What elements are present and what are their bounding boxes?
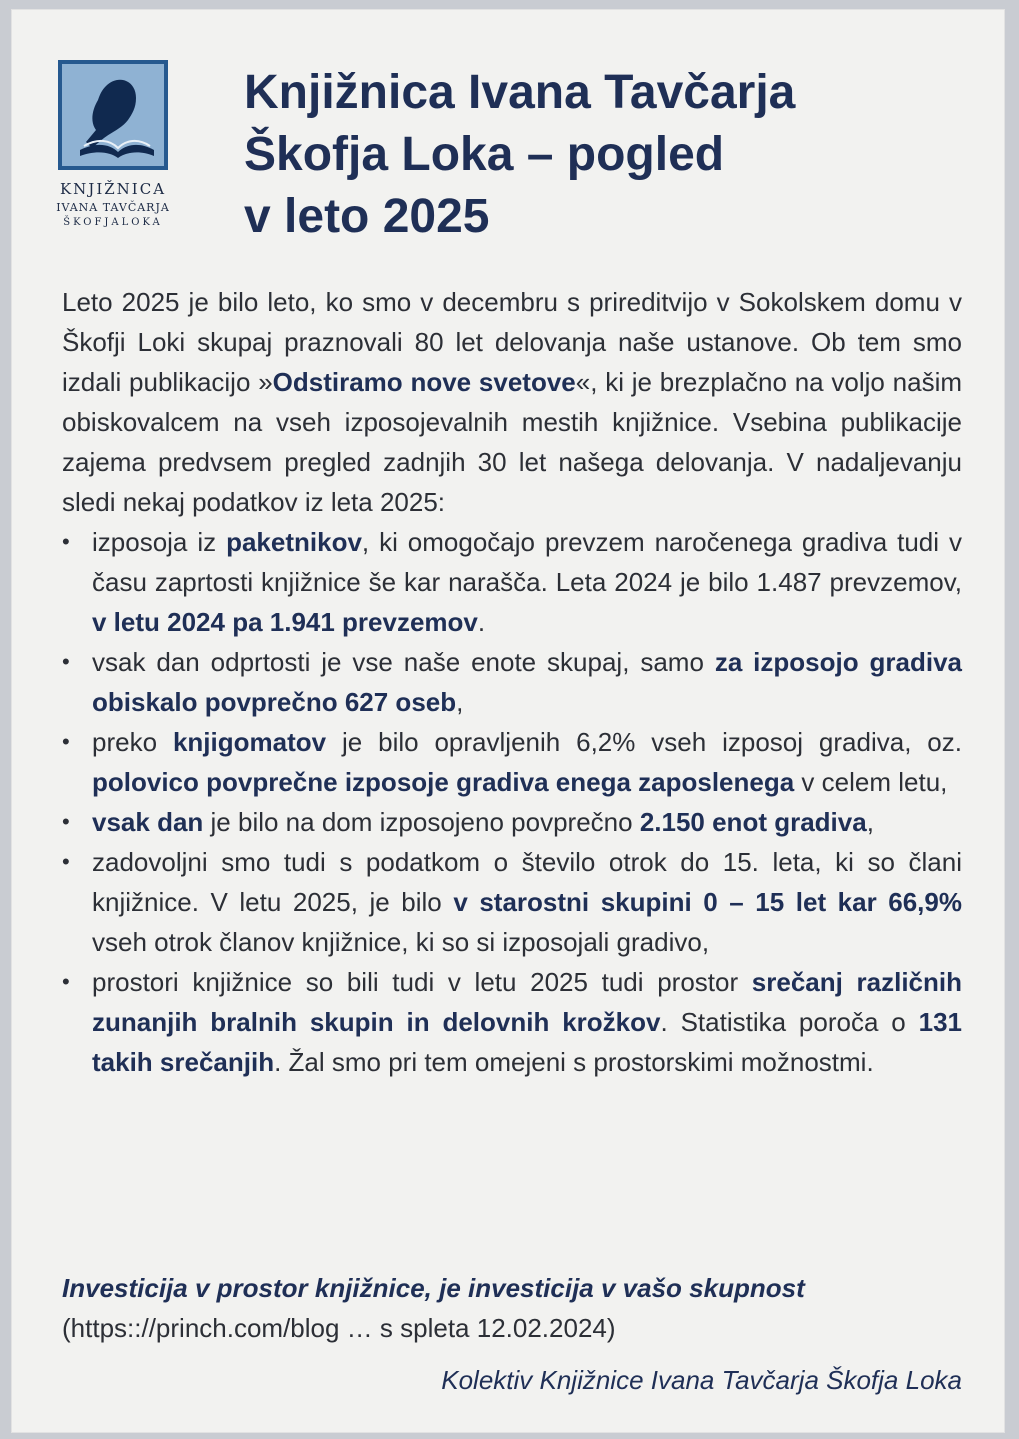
logo-line-1: KNJIŽNICA	[59, 180, 167, 198]
bullet-text: vsak dan odprtosti je vse naše enote skupaj, samo	[92, 647, 715, 677]
intro-paragraph	[62, 282, 962, 522]
list-item	[62, 722, 962, 802]
bullet-text: je bilo na dom izposojeno povprečno	[203, 807, 640, 837]
bullet-highlight: 131 takih srečanjih	[92, 1007, 962, 1077]
bullet-highlight: v starostni skupini 0 – 15 let kar 66,9%	[453, 887, 962, 917]
bullet-text: . Statistika poroča o	[660, 1007, 919, 1037]
bullet-highlight: knjigomatov	[172, 727, 327, 757]
library-logo	[58, 60, 168, 170]
intro-text-2: «, ki je brezplačno na voljo našim obiskovalcem na vseh izposojevalnih mestih knjižnice. Vsebina publikacije zajema predvsem pregled zadnjih 30 let našega delovanja. V nadaljevanju sledi nekaj podatkov iz leta 2025:	[62, 367, 963, 517]
bullet-text: ,	[456, 687, 464, 717]
source-citation: (https:://princh.com/blog … s spleta 12.02.2024)	[62, 1313, 616, 1343]
publication-title: Odstiramo nove svetove	[272, 367, 576, 397]
bullet-text: .	[477, 607, 486, 637]
bullet-text: , ki omogočajo prevzem naročenega gradiva tudi v času zaprtosti knjižnice še kar narašča. Leta 2024 je bilo 1.487 prevzemov,	[92, 527, 962, 597]
title-line-2: Škofja Loka – pogled	[244, 128, 725, 181]
list-item	[62, 802, 962, 842]
bullet-text: ,	[866, 807, 874, 837]
list-item	[62, 842, 962, 962]
logo-line-2: IVANA TAVČARJA	[56, 201, 170, 214]
list-item	[62, 522, 962, 642]
bullet-text: je bilo opravljenih 6,2% vseh izposoj gradiva, oz.	[326, 727, 962, 757]
article-box	[12, 10, 1004, 1432]
tagline: Investicija v prostor knjižnice, je investicija v vašo skupnost	[62, 1273, 805, 1303]
logo-line-3: ŠKOFJALOKA	[63, 217, 163, 228]
bullet-text: prostori knjižnice so bili tudi v letu 2025 tudi prostor	[92, 967, 752, 997]
list-item	[62, 962, 962, 1082]
bullet-highlight: polovico povprečne izposoje gradiva enega zaposlenega	[92, 767, 795, 797]
article-title	[244, 62, 884, 248]
bullet-text: preko	[92, 727, 173, 757]
article-body	[62, 282, 962, 1082]
bullet-highlight: 2.150 enot gradiva	[639, 807, 867, 837]
list-item	[62, 642, 962, 722]
intro-text-1: Leto 2025 je bilo leto, ko smo v decembru s prireditvijo v Sokolskem domu v Škofji Loki skupaj praznovali 80 let delovanja naše ustanove. Ob tem smo izdali publikacijo »	[62, 287, 962, 397]
logo-wordmark	[42, 180, 184, 228]
bullet-text: . Žal smo pri tem omejeni s prostorskimi možnostmi.	[274, 1047, 874, 1077]
bullet-text: zadovoljni smo tudi s podatkom o število otrok do 15. leta, ki so člani knjižnice. V letu 2025, je bilo	[92, 847, 962, 917]
signature: Kolektiv Knjižnice Ivana Tavčarja Škofja Loka	[441, 1365, 962, 1395]
bullet-text: vseh otrok članov knjižnice, ki so si izposojali gradivo,	[92, 927, 710, 957]
bullet-text: izposoja iz	[92, 527, 227, 557]
bullet-text: v celem letu,	[794, 767, 948, 797]
bullet-highlight: srečanj različnih zunanjih bralnih skupin in delovnih krožkov	[92, 967, 962, 1037]
bullet-highlight: v letu 2024 pa 1.941 prevzemov	[92, 607, 478, 637]
statistics-list	[62, 522, 962, 1082]
bullet-highlight: paketnikov	[226, 527, 362, 557]
bullet-highlight: vsak dan	[92, 807, 204, 837]
reader-silhouette-icon	[62, 64, 164, 166]
title-line-1: Knjižnica Ivana Tavčarja	[244, 66, 796, 119]
bullet-highlight: za izposojo gradiva obiskalo povprečno 627 oseb	[92, 647, 963, 717]
title-line-3: v leto 2025	[244, 190, 490, 243]
